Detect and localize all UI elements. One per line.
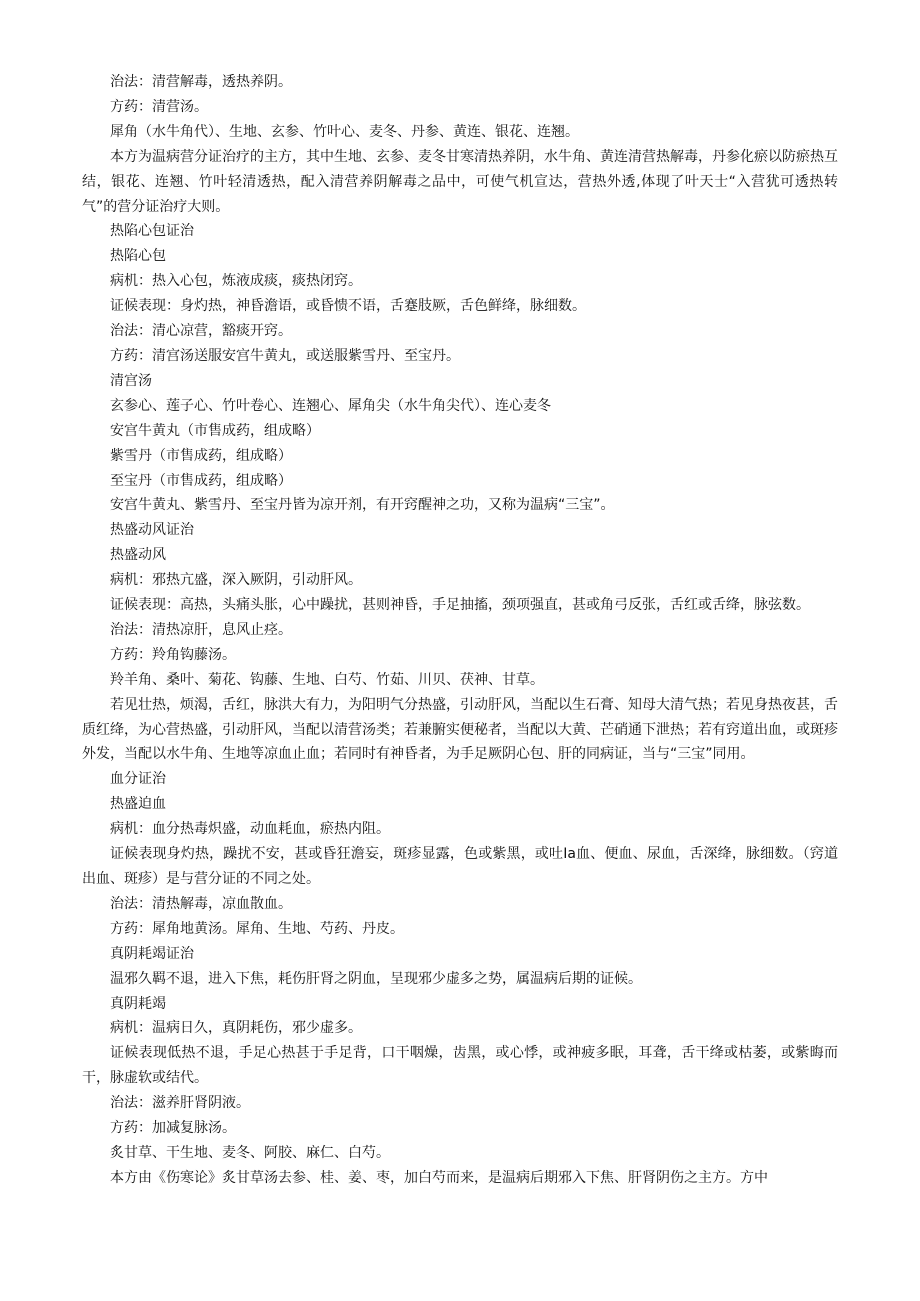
subsection-heading: 热盛动风 bbox=[110, 547, 166, 564]
paragraph: 证候表现低热不退，手足心热甚于手足背，口干咽燥，齿黑，或心悸，或神疲多眠，耳聋，舌干绛或枯萎，或紫晦而干，脉虚软或结代。 bbox=[82, 1045, 838, 1087]
paragraph: 紫雪丹（市售成药，组成略） bbox=[110, 447, 292, 464]
section-heading: 真阴耗竭证治 bbox=[110, 945, 194, 962]
paragraph: 病机：邪热亢盛，深入厥阴，引动肝风。 bbox=[110, 572, 362, 589]
paragraph: 治法：滋养肝肾阴液。 bbox=[110, 1095, 250, 1112]
paragraph: 安宫牛黄丸（市售成药，组成略） bbox=[110, 422, 320, 439]
section-heading: 血分证治 bbox=[110, 771, 166, 788]
paragraph: 治法：清热解毒，凉血散血。 bbox=[110, 895, 292, 912]
paragraph: 方药：加减复脉汤。 bbox=[110, 1120, 236, 1137]
paragraph: 方药：清宫汤送服安宫牛黄丸，或送服紫雪丹、至宝丹。 bbox=[110, 347, 460, 364]
paragraph: 方药：羚角钩藤汤。 bbox=[110, 646, 236, 663]
paragraph: 玄参心、莲子心、竹叶卷心、连翘心、犀角尖（水牛角尖代）、连心麦冬 bbox=[110, 397, 551, 414]
section-heading: 热陷心包证治 bbox=[110, 223, 194, 240]
subsection-heading: 热盛迫血 bbox=[110, 796, 166, 813]
paragraph: 证候表现：高热，头痛头胀，心中躁扰，甚则神昏，手足抽搐，颈项强直，甚或角弓反张，舌红或舌绛，脉弦数。 bbox=[110, 597, 810, 614]
paragraph: 炙甘草、干生地、麦冬、阿胶、麻仁、白芍。 bbox=[110, 1144, 390, 1161]
paragraph: 至宝丹（市售成药，组成略） bbox=[110, 472, 292, 489]
paragraph: 病机：温病日久，真阴耗伤，邪少虚多。 bbox=[110, 1020, 362, 1037]
paragraph: 病机：热入心包，炼液成痰，痰热闭窍。 bbox=[110, 273, 362, 290]
document-page bbox=[82, 70, 838, 1191]
paragraph: 治法：清心凉营，豁痰开窍。 bbox=[110, 323, 292, 340]
paragraph: 证候表现身灼热，躁扰不安，甚或昏狂澹妄，斑疹显露，色或紫黑，或吐Ia血、便血、尿血，舌深绛，脉细数。（窍道出血、斑疹）是与营分证的不同之处。 bbox=[82, 846, 838, 887]
paragraph: 安宫牛黄丸、紫雪丹、至宝丹皆为凉开剂，有开窍醒神之功，又称为温病“三宝”。 bbox=[110, 497, 615, 514]
subsection-heading: 真阴耗竭 bbox=[110, 995, 166, 1012]
paragraph: 犀角（水牛角代）、生地、玄参、竹叶心、麦冬、丹参、黄连、银花、连翘。 bbox=[110, 123, 579, 140]
paragraph: 方药：清营汤。 bbox=[110, 98, 208, 115]
paragraph: 治法：清营解毒，透热养阴。 bbox=[110, 74, 292, 90]
paragraph: 若见壮热，烦渴，舌红，脉洪大有力，为阳明气分热盛，引动肝风，当配以生石膏、知母大清气热；若见身热夜甚，舌质红绛，为心营热盛，引动肝风，当配以清营汤类；若兼腑实便秘者，当配以大黄、芒硝通下泄热；若有窍道出血，或斑疹外发，当配以水牛角、生地等凉血止血；若同时有神昏者，为手足厥阴心包、肝的同病证，当与“三宝”同用。 bbox=[82, 696, 838, 763]
paragraph: 证候表现：身灼热，神昏澹语，或昏愦不语，舌蹇肢厥，舌色鲜绛，脉细数。 bbox=[110, 298, 586, 315]
section-heading: 热盛动风证治 bbox=[110, 522, 194, 539]
paragraph: 病机：血分热毒炽盛，动血耗血，瘀热内阻。 bbox=[110, 821, 390, 838]
paragraph: 治法：清热凉肝，息风止痉。 bbox=[110, 621, 292, 638]
paragraph: 羚羊角、桑叶、菊花、钩藤、生地、白芍、竹茹、川贝、茯神、甘草。 bbox=[110, 671, 544, 688]
paragraph: 温邪久羁不退，进入下焦，耗伤肝肾之阴血，呈现邪少虚多之势，属温病后期的证候。 bbox=[110, 970, 642, 987]
subsection-heading: 清宫汤 bbox=[110, 372, 152, 389]
subsection-heading: 热陷心包 bbox=[110, 248, 166, 265]
paragraph: 方药：犀角地黄汤。犀角、生地、芍药、丹皮。 bbox=[110, 920, 404, 937]
paragraph: 本方为温病营分证治疗的主方，其中生地、玄参、麦冬甘寒清热养阴，水牛角、黄连清营热解毒，丹参化瘀以防瘀热互结，银花、连翘、竹叶轻清透热，配入清营养阴解毒之品中，可使气机宣达，营热外透,体现了叶天士“入营犹可透热转气”的营分证治疗大则。 bbox=[82, 148, 838, 215]
paragraph: 本方由《伤寒论》炙甘草汤去参、桂、姜、枣，加白芍而来，是温病后期邪入下焦、肝肾阴伤之主方。方中 bbox=[110, 1169, 768, 1186]
